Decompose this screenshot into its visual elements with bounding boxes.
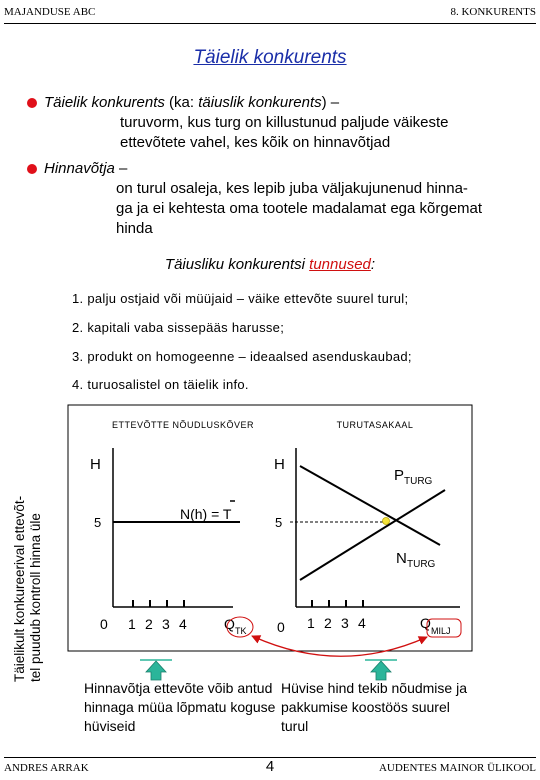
right-graph-title: TURUTASAKAAL [336,420,414,430]
tick-label: 2 [145,616,153,632]
left-ticks [133,600,184,607]
right-origin: 0 [277,619,285,635]
subtitle: Täiusliku konkurentsi tunnused: [164,256,376,273]
tick-label: 4 [358,615,366,631]
header-left: MAJANDUSE ABC [4,6,96,18]
tick-label: 4 [179,616,187,632]
page-number: 4 [265,758,275,775]
tick-label: 3 [162,616,170,632]
bullet-1-line3: ettevõtete vahel, kes kõik on hinnavõtjad [120,134,391,151]
caption-left: Hinnavõtja ettevõte võib antud hinnaga müüa lõpmatu koguse hüviseid [84,680,276,734]
supply-label: P [394,467,405,484]
bullet-2-line2: on turul osaleja, kes lepib juba väljakujunenud hinna- [116,180,468,197]
tick-label: 3 [341,615,349,631]
left-origin: 0 [100,616,108,632]
footer-right: AUDENTES MAINOR ÜLIKOOL [378,762,536,774]
vertical-label: Täielikult konkureerival ettevõt- tel puudub kontroll hinna üle [12,495,43,682]
connecting-arrow [252,636,427,656]
right-price-label: 5 [275,515,283,530]
list-item: 1. palju ostjaid või müüjaid – väike ettevõte suurel turul; [72,291,409,306]
footer-left: ANDRES ARRAK [4,762,89,774]
up-arrow-left [140,660,172,680]
bullet-2-line4: hinda [116,220,153,237]
demand-label: N [396,550,407,567]
bullet-2-line3: ga ja ei kehtesta oma tootele madalamat ega kõrgemat [116,200,483,217]
tick-label: 1 [128,616,136,632]
right-x-label: Q [420,615,431,631]
right-x-sub: MILJ [431,626,451,636]
left-x-sub: TK [235,626,247,636]
bullet-2-line1: Hinnavõtja – [44,160,128,177]
up-arrow-right [365,660,397,680]
left-x-label: Q [224,616,235,632]
demand-sub: TURG [407,559,436,570]
list-item: 3. produkt on homogeenne – ideaalsed asenduskaubad; [72,349,412,364]
left-curve-label: N(h) = T [180,506,232,522]
equilibrium-point [383,518,390,525]
right-y-label: H [274,456,285,473]
left-graph-title: ETTEVÕTTE NÕUDLUSKÕVER [111,420,255,430]
caption-right: Hüvise hind tekib nõudmise ja pakkumise koostöös suurel turul [281,680,467,734]
right-ticks [312,600,363,607]
tick-label: 1 [307,615,315,631]
bullet-1-line1: Täielik konkurents (ka: täiuslik konkurents) – [44,94,340,111]
list-item: 2. kapitali vaba sissepääs harusse; [72,320,285,335]
page-title: Täielik konkurents [193,47,347,68]
list-item: 4. turuosalistel on täielik info. [72,377,249,392]
tick-label: 2 [324,615,332,631]
left-price-label: 5 [94,515,102,530]
supply-sub: TURG [404,476,433,487]
header-right: 8. KONKURENTS [450,6,536,18]
left-y-label: H [90,456,101,473]
bullet-1-line2: turuvorm, kus turg on killustunud paljude väikeste [120,114,449,131]
